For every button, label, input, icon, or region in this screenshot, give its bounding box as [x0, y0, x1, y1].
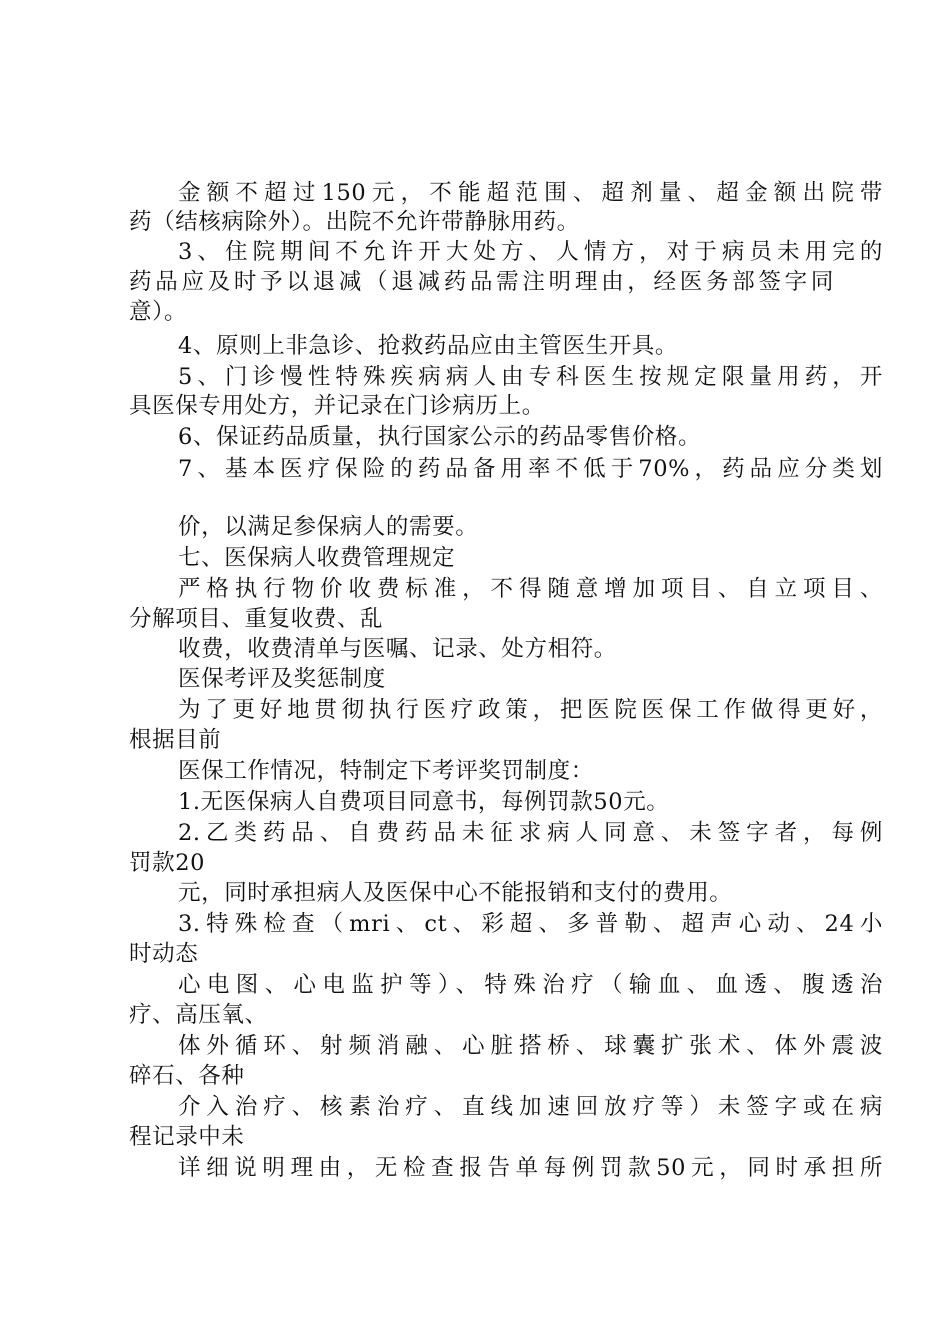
- text-line: 7、基本医疗保险的药品备用率不低于70%，药品应分类划: [178, 456, 883, 482]
- section-heading: 医保考评及奖惩制度: [178, 666, 386, 692]
- text-line: 意）。: [129, 299, 188, 325]
- text-line: 医保工作情况，特制定下考评奖罚制度：: [178, 758, 594, 784]
- text-line: 价，以满足参保病人的需要。: [178, 514, 479, 540]
- text-line: 碎石、各种: [129, 1063, 245, 1089]
- text-line: 1.无医保病人自费项目同意书，每例罚款50元。: [178, 789, 670, 815]
- text-line: 时动态: [129, 941, 199, 967]
- text-line: 心电图、心电监护等）、特殊治疗（输血、血透、腹透治: [178, 972, 883, 998]
- text-line: 罚款20: [129, 850, 206, 876]
- text-line: 3.特殊检查（mri、ct、彩超、多普勒、超声心动、24小: [178, 911, 883, 937]
- text-line: 介入治疗、核素治疗、直线加速回放疗等）未签字或在病: [178, 1094, 883, 1120]
- text-line: 根据目前: [129, 727, 222, 753]
- text-line: 5、门诊慢性特殊疾病病人由专科医生按规定限量用药，开: [178, 364, 883, 390]
- text-line: 金额不超过150元，不能超范围、超剂量、超金额出院带: [178, 180, 883, 206]
- text-line: 6、保证药品质量，执行国家公示的药品零售价格。: [178, 424, 702, 450]
- text-line: 分解项目、重复收费、乱: [129, 606, 384, 632]
- text-line: 收费，收费清单与医嘱、记录、处方相符。: [178, 636, 617, 662]
- section-heading: 七、医保病人收费管理规定: [178, 545, 456, 571]
- text-line: 体外循环、射频消融、心脏搭桥、球囊扩张术、体外震波: [178, 1033, 883, 1059]
- text-line: 严格执行物价收费标准，不得随意增加项目、自立项目、: [178, 576, 883, 602]
- text-line: 药（结核病除外）。出院不允许带静脉用药。: [129, 209, 580, 235]
- text-line: 元，同时承担病人及医保中心不能报销和支付的费用。: [178, 880, 733, 906]
- text-line: 4、原则上非急诊、抢救药品应由主管医生开具。: [178, 333, 679, 359]
- text-line: 程记录中未: [129, 1124, 245, 1150]
- text-line: 疗、高压氧、: [129, 1002, 268, 1028]
- text-line: 药品应及时予以退减（退减药品需注明理由，经医务部签字同: [129, 269, 834, 295]
- text-line: 2.乙类药品、自费药品未征求病人同意、未签字者，每例: [178, 820, 883, 846]
- text-line: 具医保专用处方，并记录在门诊病历上。: [129, 393, 545, 419]
- text-line: 为了更好地贯彻执行医疗政策，把医院医保工作做得更好，: [178, 697, 883, 723]
- text-line: 3、住院期间不允许开大处方、人情方，对于病员未用完的: [178, 239, 883, 265]
- text-line: 详细说明理由，无检查报告单每例罚款50元，同时承担所: [178, 1155, 883, 1181]
